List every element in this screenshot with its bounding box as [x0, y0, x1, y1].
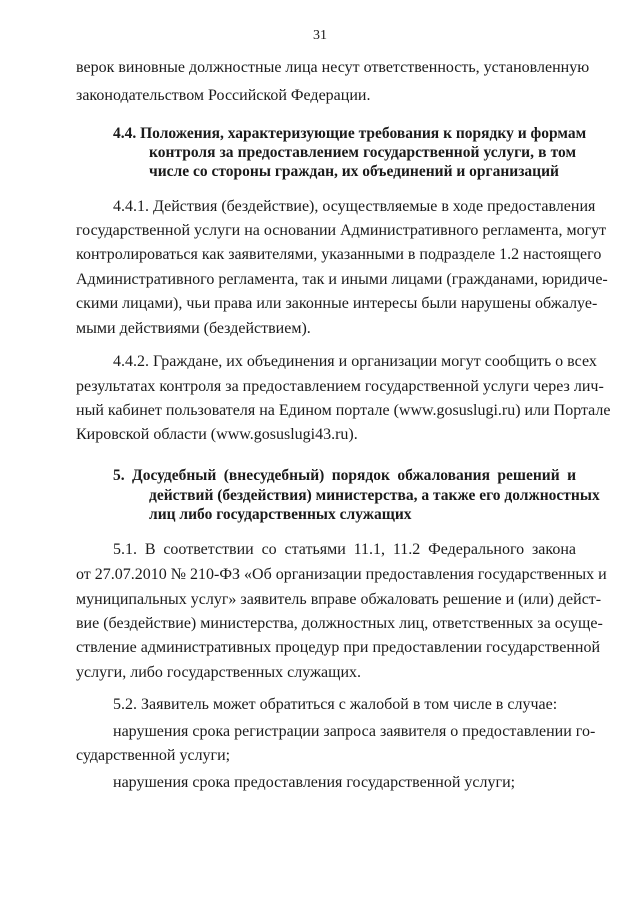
paragraph-line: Административного регламента, так и иными лицами (гражданами, юридиче- — [76, 271, 608, 288]
section-heading-4-4: 4.4. Положения, характеризующие требования к порядку и формам — [113, 125, 587, 142]
paragraph-line: ный кабинет пользователя на Едином портале (www.gosuslugi.ru) или Портале — [76, 402, 611, 419]
paragraph-line: от 27.07.2010 № 210-ФЗ «Об организации предоставления государственных и — [76, 566, 607, 583]
paragraph-line: Кировской области (www.gosuslugi43.ru). — [76, 426, 358, 443]
paragraph-line: муниципальных услуг» заявитель вправе обжаловать решение и (или) дейст- — [76, 591, 602, 608]
paragraph-line: 4.4.1. Действия (бездействие), осуществляемые в ходе предоставления — [113, 198, 596, 215]
paragraph-line: скими лицами), чьи права или законные интересы были нарушены обжалуе- — [76, 295, 598, 312]
paragraph-line: мыми действиями (бездействием). — [76, 320, 311, 337]
text-line: законодательством Российской Федерации. — [76, 87, 371, 104]
text-line: верок виновные должностные лица несут ответственность, установленную — [76, 59, 590, 76]
paragraph-line: вие (бездействие) министерства, должностных лиц, ответственных за осуще- — [76, 615, 603, 632]
paragraph-line: 5.1. В соответствии со статьями 11.1, 11.2 Федерального закона — [113, 541, 576, 558]
paragraph-line: государственной услуги на основании Административного регламента, могут — [76, 222, 607, 239]
section-heading-4-4: числе со стороны граждан, их объединений и организаций — [149, 163, 559, 180]
section-heading-5: действий (бездействия) министерства, а также его должностных — [149, 487, 600, 504]
section-heading-5: лиц либо государственных служащих — [149, 506, 412, 523]
paragraph-line: услуги, либо государственных служащих. — [76, 664, 362, 681]
paragraph-line: 4.4.2. Граждане, их объединения и организации могут сообщить о всех — [113, 353, 597, 370]
list-item-line: нарушения срока регистрации запроса заявителя о предоставлении го- — [113, 723, 596, 740]
list-item-line: сударственной услуги; — [76, 747, 231, 764]
paragraph-line: 5.2. Заявитель может обратиться с жалобой в том числе в случае: — [113, 696, 558, 713]
paragraph-line: результатах контроля за предоставлением государственной услуги через лич- — [76, 378, 604, 395]
section-heading-5: 5. Досудебный (внесудебный) порядок обжалования решений и — [113, 467, 576, 484]
list-item-line: нарушения срока предоставления государственной услуги; — [113, 774, 516, 791]
page-number: 31 — [313, 28, 327, 43]
section-heading-4-4: контроля за предоставлением государственной услуги, в том — [149, 144, 576, 161]
paragraph-line: контролироваться как заявителями, указанными в подразделе 1.2 настоящего — [76, 246, 602, 263]
paragraph-line: ствление административных процедур при предоставлении государственной — [76, 639, 601, 656]
